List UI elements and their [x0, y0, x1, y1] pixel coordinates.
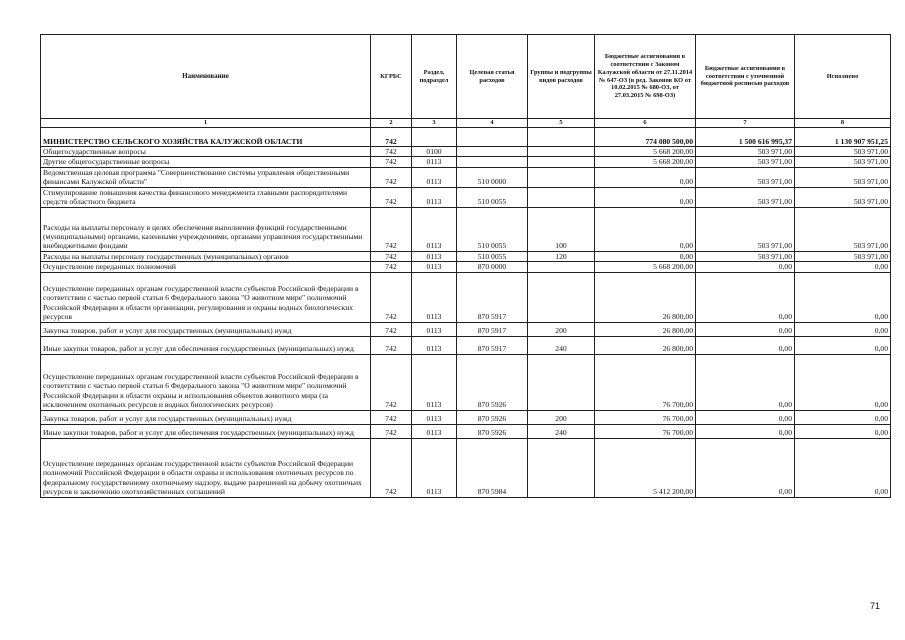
- row-law-allocation: 76 700,00: [595, 354, 696, 410]
- row-group: 240: [528, 336, 595, 354]
- table-row: [41, 272, 891, 322]
- row-name: Осуществление переданных органам государственной власти субъектов Российской Федерации в соответствии с частью первой статьи 6 Федерального закона "О животном мире" полномочий Российской Федерации в области организации, регулирования и охраны водных биологических ресурсов: [41, 272, 371, 322]
- row-executed: 0,00: [795, 322, 891, 336]
- row-kgrbs: 742: [371, 167, 412, 187]
- table-row: [41, 354, 891, 410]
- row-target: [457, 157, 528, 167]
- column-number: 1: [41, 119, 371, 128]
- row-kgrbs: 742: [371, 128, 412, 147]
- row-law-allocation: 5 412 200,00: [595, 438, 696, 497]
- row-kgrbs: 742: [371, 424, 412, 438]
- row-name: Иные закупки товаров, работ и услуг для обеспечения государственных (муниципальных) нужд: [41, 424, 371, 438]
- table-row: [41, 322, 891, 336]
- column-number: 4: [457, 119, 528, 128]
- row-kgrbs: 742: [371, 438, 412, 497]
- row-group: [528, 167, 595, 187]
- row-refined-allocation: 0,00: [696, 262, 795, 272]
- row-group: [528, 157, 595, 167]
- row-name: Расходы на выплаты персоналу государственных (муниципальных) органов: [41, 251, 371, 261]
- row-section: 0100: [412, 147, 457, 157]
- row-section: 0113: [412, 354, 457, 410]
- row-executed: 0,00: [795, 438, 891, 497]
- row-kgrbs: 742: [371, 272, 412, 322]
- row-section: 0113: [412, 424, 457, 438]
- row-kgrbs: 742: [371, 354, 412, 410]
- column-number: 3: [412, 119, 457, 128]
- row-group: [528, 147, 595, 157]
- row-section: 0113: [412, 187, 457, 207]
- row-kgrbs: 742: [371, 336, 412, 354]
- row-executed: 503 971,00: [795, 157, 891, 167]
- row-group: [528, 272, 595, 322]
- row-law-allocation: 76 700,00: [595, 410, 696, 424]
- table-row: [41, 147, 891, 157]
- row-law-allocation: 76 700,00: [595, 424, 696, 438]
- header-section: Раздел, подраздел: [412, 35, 457, 119]
- row-group: 120: [528, 251, 595, 261]
- row-name: Ведомственная целевая программа "Совершенствование системы управления общественными финансами Калужской области": [41, 167, 371, 187]
- row-target: 510 0055: [457, 207, 528, 251]
- row-group: 200: [528, 322, 595, 336]
- row-law-allocation: 0,00: [595, 187, 696, 207]
- row-target: [457, 128, 528, 147]
- row-group: [528, 262, 595, 272]
- row-section: 0113: [412, 322, 457, 336]
- header-refined-allocation: Бюджетные ассигнования в соответствии с уточненной бюджетной росписью расходов: [696, 35, 795, 119]
- table-row: [41, 336, 891, 354]
- row-law-allocation: 5 668 200,00: [595, 262, 696, 272]
- row-executed: 0,00: [795, 272, 891, 322]
- table-row: [41, 410, 891, 424]
- row-refined-allocation: 0,00: [696, 354, 795, 410]
- table-row: [41, 187, 891, 207]
- row-name: Закупка товаров, работ и услуг для государственных (муниципальных) нужд: [41, 322, 371, 336]
- row-section: 0113: [412, 336, 457, 354]
- row-target: 870 5917: [457, 322, 528, 336]
- row-kgrbs: 742: [371, 187, 412, 207]
- row-refined-allocation: 0,00: [696, 322, 795, 336]
- row-refined-allocation: 0,00: [696, 410, 795, 424]
- row-executed: 503 971,00: [795, 187, 891, 207]
- row-kgrbs: 742: [371, 322, 412, 336]
- row-section: [412, 128, 457, 147]
- row-group: [528, 128, 595, 147]
- budget-table: [40, 34, 891, 498]
- ministry-row: [41, 128, 891, 147]
- row-executed: 0,00: [795, 336, 891, 354]
- row-refined-allocation: 1 500 616 995,37: [696, 128, 795, 147]
- row-group: 100: [528, 207, 595, 251]
- table-row: [41, 207, 891, 251]
- table-row: [41, 167, 891, 187]
- row-section: 0113: [412, 272, 457, 322]
- row-target: 870 5917: [457, 272, 528, 322]
- header-executed: Исполнено: [795, 35, 891, 119]
- row-refined-allocation: 503 971,00: [696, 167, 795, 187]
- column-number: 5: [528, 119, 595, 128]
- row-target: 870 5984: [457, 438, 528, 497]
- row-target: [457, 147, 528, 157]
- row-name: Осуществление переданных органам государственной власти субъектов Российской Федерации в соответствии с частью первой статьи 6 Федерального закона "О животном мире" полномочий Российской Федерации в области охраны и использования объектов животного мира (за исключением охотничьих ресурсов и водных биологических ресурсов): [41, 354, 371, 410]
- row-law-allocation: 0,00: [595, 251, 696, 261]
- header-kgrbs: КГРБС: [371, 35, 412, 119]
- row-law-allocation: 26 800,00: [595, 336, 696, 354]
- row-law-allocation: 5 668 200,00: [595, 157, 696, 167]
- row-section: 0113: [412, 410, 457, 424]
- header-target: Целевая статья расходов: [457, 35, 528, 119]
- row-section: 0113: [412, 167, 457, 187]
- row-kgrbs: 742: [371, 251, 412, 261]
- row-name: Другие общегосударственные вопросы: [41, 157, 371, 167]
- row-refined-allocation: 0,00: [696, 272, 795, 322]
- table-row: [41, 262, 891, 272]
- row-section: 0113: [412, 207, 457, 251]
- row-refined-allocation: 503 971,00: [696, 207, 795, 251]
- row-target: 870 0000: [457, 262, 528, 272]
- row-target: 870 5917: [457, 336, 528, 354]
- row-target: 870 5926: [457, 354, 528, 410]
- row-name: МИНИСТЕРСТВО СЕЛЬСКОГО ХОЗЯЙСТВА КАЛУЖСКОЙ ОБЛАСТИ: [41, 128, 371, 147]
- column-number: 2: [371, 119, 412, 128]
- column-number: 7: [696, 119, 795, 128]
- row-executed: 503 971,00: [795, 251, 891, 261]
- table-row: [41, 424, 891, 438]
- row-executed: 0,00: [795, 424, 891, 438]
- row-kgrbs: 742: [371, 157, 412, 167]
- row-refined-allocation: 503 971,00: [696, 147, 795, 157]
- row-executed: 503 971,00: [795, 147, 891, 157]
- row-executed: 0,00: [795, 410, 891, 424]
- row-executed: 0,00: [795, 262, 891, 272]
- row-law-allocation: 26 800,00: [595, 322, 696, 336]
- row-refined-allocation: 503 971,00: [696, 251, 795, 261]
- row-group: [528, 354, 595, 410]
- row-name: Осуществление переданных органам государственной власти субъектов Российской Федерации полномочий Российской Федерации в области охраны и использования охотничьих ресурсов по федеральному государственному охотничьему надзору, выдаче разрешений на добычу охотничьих ресурсов и заключению охотхозяйственных соглашений: [41, 438, 371, 497]
- row-section: 0113: [412, 157, 457, 167]
- row-name: Стимулирование повышения качества финансового менеджмента главными распорядителями средств областного бюджета: [41, 187, 371, 207]
- table-row: [41, 157, 891, 167]
- header-law-allocation: Бюджетные ассигнования в соответствии с Законом Калужской области от 27.11.2014 № 647-ОЗ (в ред. Законов КО от 10.02.2015 № 680-ОЗ, от 27.03.2015 № 698-ОЗ): [595, 35, 696, 119]
- row-law-allocation: 774 080 500,00: [595, 128, 696, 147]
- row-group: 240: [528, 424, 595, 438]
- row-kgrbs: 742: [371, 262, 412, 272]
- row-executed: 0,00: [795, 354, 891, 410]
- row-target: 510 0055: [457, 187, 528, 207]
- row-target: 510 0055: [457, 251, 528, 261]
- row-refined-allocation: 0,00: [696, 336, 795, 354]
- row-kgrbs: 742: [371, 147, 412, 157]
- header-group: Группы и подгруппы видов расходов: [528, 35, 595, 119]
- row-section: 0113: [412, 251, 457, 261]
- page-number: 71: [870, 601, 881, 611]
- row-law-allocation: 0,00: [595, 207, 696, 251]
- row-name: Расходы на выплаты персоналу в целях обеспечения выполнения функций государственными (муниципальными) органами, казенными учреждениями, органами управления государственными внебюджетными фондами: [41, 207, 371, 251]
- row-name: Иные закупки товаров, работ и услуг для обеспечения государственных (муниципальных) нужд: [41, 336, 371, 354]
- row-group: [528, 187, 595, 207]
- table-row: [41, 438, 891, 497]
- row-target: 870 5926: [457, 410, 528, 424]
- row-target: 870 5926: [457, 424, 528, 438]
- row-kgrbs: 742: [371, 207, 412, 251]
- row-group: [528, 438, 595, 497]
- row-executed: 503 971,00: [795, 167, 891, 187]
- column-number: 8: [795, 119, 891, 128]
- row-law-allocation: 5 668 200,00: [595, 147, 696, 157]
- row-executed: 1 130 907 951,25: [795, 128, 891, 147]
- row-target: 510 0000: [457, 167, 528, 187]
- row-refined-allocation: 503 971,00: [696, 187, 795, 207]
- column-number: 6: [595, 119, 696, 128]
- row-name: Общегосударственные вопросы: [41, 147, 371, 157]
- row-section: 0113: [412, 438, 457, 497]
- row-name: Закупка товаров, работ и услуг для государственных (муниципальных) нужд: [41, 410, 371, 424]
- row-section: 0113: [412, 262, 457, 272]
- row-executed: 503 971,00: [795, 207, 891, 251]
- row-refined-allocation: 0,00: [696, 438, 795, 497]
- header-name: Наименование: [41, 35, 371, 119]
- row-kgrbs: 742: [371, 410, 412, 424]
- row-refined-allocation: 503 971,00: [696, 157, 795, 167]
- row-law-allocation: 26 800,00: [595, 272, 696, 322]
- row-name: Осуществление переданных полномочий: [41, 262, 371, 272]
- table-row: [41, 251, 891, 261]
- row-group: 200: [528, 410, 595, 424]
- row-refined-allocation: 0,00: [696, 424, 795, 438]
- row-law-allocation: 0,00: [595, 167, 696, 187]
